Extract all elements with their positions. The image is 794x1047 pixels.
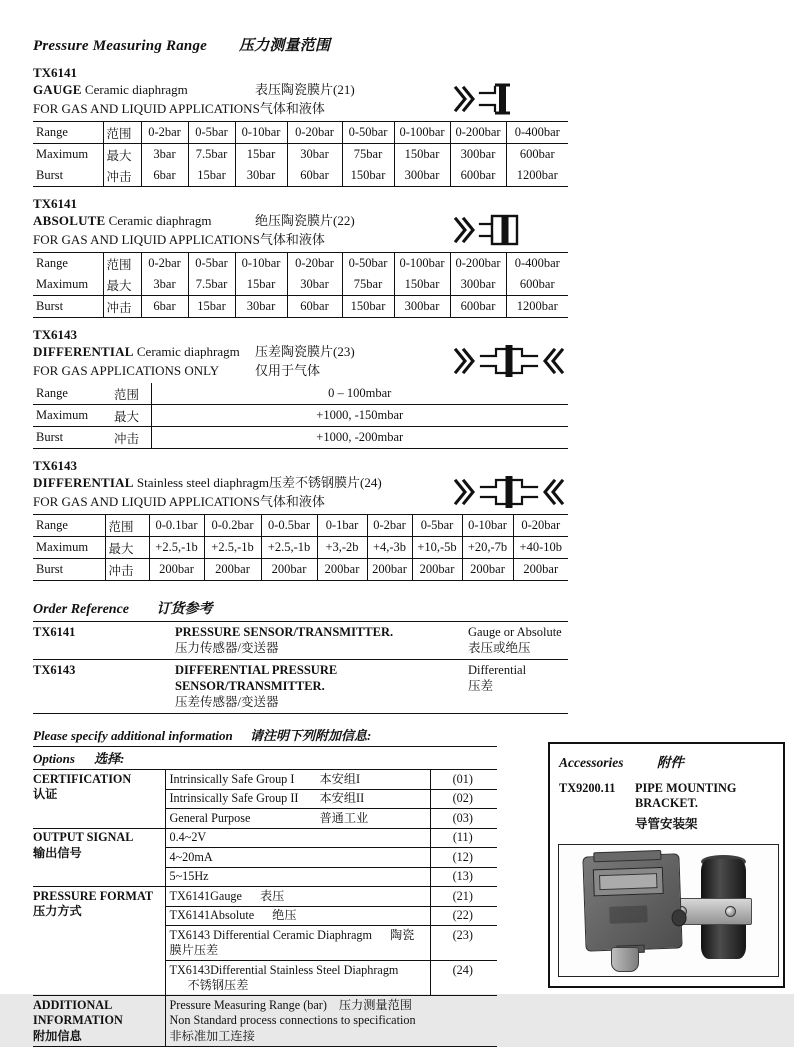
specify-title-zh: 请注明下列附加信息: bbox=[249, 728, 372, 743]
accessory-description-en: PIPE MOUNTING BRACKET. bbox=[635, 781, 737, 810]
row-label-en: Maximum bbox=[33, 405, 111, 427]
value-cell: 0-0.2bar bbox=[204, 515, 261, 537]
order-description-zh: 压力传感器/变送器 bbox=[175, 641, 279, 655]
option-description-line bbox=[170, 1029, 494, 1045]
order-description-zh: 压差传感器/变送器 bbox=[175, 695, 279, 709]
accessory-model: TX9200.11 bbox=[559, 781, 616, 795]
section-model: TX6143 bbox=[33, 458, 78, 473]
value-cell: 300bar bbox=[450, 274, 506, 296]
value-cell: 6bar bbox=[141, 296, 188, 318]
option-category-en: OUTPUT SIGNAL bbox=[33, 830, 134, 844]
section-type-line bbox=[33, 80, 768, 100]
value-cell: 0-200bar bbox=[450, 253, 506, 275]
order-reference-title-zh: 订货参考 bbox=[156, 602, 213, 617]
maximum-row bbox=[33, 405, 568, 427]
value-cell: +40-10b bbox=[513, 537, 568, 559]
value-cell: +3,-2b bbox=[317, 537, 367, 559]
option-description bbox=[165, 996, 497, 1047]
burst-row bbox=[33, 559, 568, 581]
pressure-section-tx6143-2 bbox=[33, 327, 768, 449]
section-application-line bbox=[33, 100, 768, 118]
section-application-en: FOR GAS AND LIQUID APPLICATIONS bbox=[33, 101, 260, 116]
value-cell: 0-0.5bar bbox=[261, 515, 317, 537]
section-model: TX6143 bbox=[33, 327, 78, 342]
section-application-zh: 气体和液体 bbox=[259, 494, 325, 509]
value-cell: 3bar bbox=[141, 144, 188, 166]
pressure-range-table bbox=[33, 383, 568, 449]
value-cell: 0 – 100mbar bbox=[151, 383, 568, 405]
option-description-en: 0.4~2V bbox=[169, 830, 207, 844]
option-description-en: General Purpose bbox=[169, 810, 251, 825]
option-description-line bbox=[170, 1013, 494, 1029]
maximum-row bbox=[33, 274, 568, 296]
value-cell: 0-400bar bbox=[506, 122, 568, 144]
value-cell: 300bar bbox=[450, 144, 506, 166]
value-cell: 30bar bbox=[235, 165, 287, 187]
section-application-line bbox=[33, 231, 768, 249]
value-cell: 60bar bbox=[287, 296, 342, 318]
order-reference-rows bbox=[33, 622, 568, 714]
page-title bbox=[33, 34, 794, 55]
section-application-en: FOR GAS APPLICATIONS ONLY bbox=[33, 363, 220, 378]
value-cell: 75bar bbox=[342, 274, 394, 296]
option-description-zh: 普通工业 bbox=[319, 810, 369, 825]
option-code: (21) bbox=[430, 887, 497, 907]
value-cell: 0-50bar bbox=[342, 253, 394, 275]
specify-additional-title bbox=[33, 725, 497, 747]
value-cell: 200bar bbox=[412, 559, 462, 581]
value-cell: 15bar bbox=[235, 144, 287, 166]
range-row bbox=[33, 515, 568, 537]
option-description-en: Pressure Measuring Range (bar) bbox=[169, 997, 327, 1012]
section-type-zh: 压差不锈钢膜片(24) bbox=[269, 475, 382, 490]
value-cell: 0-0.1bar bbox=[149, 515, 204, 537]
option-description-en: Intrinsically Safe Group I bbox=[169, 771, 295, 786]
accessories-box bbox=[548, 742, 785, 988]
option-description-en: 5~15Hz bbox=[169, 869, 209, 883]
option-description-line bbox=[170, 998, 494, 1014]
value-cell: 0-400bar bbox=[506, 253, 568, 275]
option-description-zh: 表压 bbox=[259, 888, 285, 903]
row-label-en: Burst bbox=[33, 296, 103, 318]
value-cell: 600bar bbox=[506, 274, 568, 296]
value-cell: 7.5bar bbox=[188, 144, 235, 166]
transmitter-label bbox=[609, 905, 648, 923]
order-description-en: DIFFERENTIAL PRESSURE SENSOR/TRANSMITTER. bbox=[175, 663, 338, 693]
value-cell: +1000, -150mbar bbox=[151, 405, 568, 427]
row-label-en: Range bbox=[33, 383, 111, 405]
option-description bbox=[165, 906, 430, 926]
value-cell: 0-20bar bbox=[287, 122, 342, 144]
option-category-en: ADDITIONAL INFORMATION bbox=[33, 997, 123, 1027]
section-application-zh: 气体和液体 bbox=[259, 101, 325, 116]
option-description-zh: 绝压 bbox=[272, 908, 297, 922]
option-code: (03) bbox=[430, 809, 497, 829]
option-category bbox=[33, 996, 165, 1047]
value-cell: 150bar bbox=[394, 144, 450, 166]
range-row bbox=[33, 253, 568, 275]
maximum-row bbox=[33, 537, 568, 559]
section-type-line bbox=[33, 211, 768, 231]
accessories-title bbox=[559, 751, 774, 771]
option-category-en: CERTIFICATION bbox=[33, 771, 132, 786]
accessory-item bbox=[559, 781, 774, 832]
value-cell: 200bar bbox=[462, 559, 513, 581]
row-label-zh: 最大 bbox=[105, 537, 149, 559]
option-code: (23) bbox=[430, 926, 497, 961]
value-cell: 1200bar bbox=[506, 165, 568, 187]
pressure-section-tx6143-3 bbox=[33, 458, 768, 581]
value-cell: 30bar bbox=[235, 296, 287, 318]
page-title-zh: 压力测量范围 bbox=[238, 38, 331, 54]
section-type-en: GAUGE Ceramic diaphragm bbox=[33, 82, 188, 97]
accessories-title-en: Accessories bbox=[559, 755, 624, 770]
value-cell: 0-20bar bbox=[287, 253, 342, 275]
option-description-en: TX6143Differential Stainless Steel Diaphragm bbox=[169, 962, 399, 977]
value-cell: 300bar bbox=[394, 165, 450, 187]
value-cell: 3bar bbox=[141, 274, 188, 296]
order-type-en: Differential bbox=[468, 663, 527, 677]
cable-gland bbox=[611, 947, 639, 972]
pressure-range-table bbox=[33, 252, 568, 318]
value-cell: +4,-3b bbox=[367, 537, 412, 559]
order-type-en: Gauge or Absolute bbox=[468, 625, 562, 639]
section-type-line bbox=[33, 473, 768, 493]
value-cell: 0-5bar bbox=[188, 122, 235, 144]
row-label-zh: 范围 bbox=[103, 122, 141, 144]
section-model: TX6141 bbox=[33, 65, 78, 80]
value-cell: 0-10bar bbox=[235, 253, 287, 275]
accessory-description bbox=[635, 781, 753, 832]
value-cell: 30bar bbox=[287, 144, 342, 166]
value-cell: 0-2bar bbox=[141, 253, 188, 275]
option-row bbox=[33, 770, 497, 789]
option-description bbox=[165, 770, 430, 789]
value-cell: 0-5bar bbox=[188, 253, 235, 275]
value-cell: 600bar bbox=[506, 144, 568, 166]
value-cell: +2.5,-1b bbox=[149, 537, 204, 559]
order-description bbox=[175, 624, 468, 656]
option-code: (12) bbox=[430, 848, 497, 868]
value-cell: 0-5bar bbox=[412, 515, 462, 537]
option-code: (02) bbox=[430, 789, 497, 809]
row-label-en: Range bbox=[33, 253, 103, 275]
order-type-zh: 表压或绝压 bbox=[468, 641, 531, 655]
value-cell: 1200bar bbox=[506, 296, 568, 318]
option-description bbox=[165, 926, 430, 961]
option-description bbox=[165, 828, 430, 848]
row-label-en: Range bbox=[33, 122, 103, 144]
value-cell: +20,-7b bbox=[462, 537, 513, 559]
section-application-en: FOR GAS AND LIQUID APPLICATIONS bbox=[33, 232, 260, 247]
option-description-zh: 本安组I bbox=[319, 771, 361, 786]
section-type-en: DIFFERENTIAL Ceramic diaphragm bbox=[33, 344, 240, 359]
range-row bbox=[33, 122, 568, 144]
transmitter-display bbox=[593, 867, 664, 896]
burst-row bbox=[33, 296, 568, 318]
value-cell: 200bar bbox=[367, 559, 412, 581]
order-reference-title-en: Order Reference bbox=[33, 602, 130, 617]
section-type-zh: 表压陶瓷膜片(21) bbox=[255, 82, 355, 97]
option-description-zh: 非标准加工连接 bbox=[169, 1028, 255, 1043]
burst-row bbox=[33, 165, 568, 187]
section-type-keyword: DIFFERENTIAL bbox=[33, 475, 134, 490]
pressure-range-table bbox=[33, 514, 568, 581]
pressure-section-tx6141-0 bbox=[33, 65, 768, 187]
specify-title-en: Please specify additional information bbox=[33, 728, 233, 743]
value-cell: 7.5bar bbox=[188, 274, 235, 296]
accessories-title-zh: 附件 bbox=[656, 755, 684, 770]
option-category-zh: 认证 bbox=[33, 787, 58, 801]
row-label-en: Range bbox=[33, 515, 105, 537]
section-application-en: FOR GAS AND LIQUID APPLICATIONS bbox=[33, 494, 260, 509]
row-label-zh: 冲击 bbox=[111, 427, 151, 449]
option-code: (24) bbox=[430, 961, 497, 996]
option-description-en: Non Standard process connections to specification bbox=[169, 1013, 416, 1027]
value-cell: 0-50bar bbox=[342, 122, 394, 144]
value-cell: 75bar bbox=[342, 144, 394, 166]
value-cell: 60bar bbox=[287, 165, 342, 187]
value-cell: 6bar bbox=[141, 165, 188, 187]
row-label-en: Maximum bbox=[33, 274, 103, 296]
value-cell: 0-2bar bbox=[141, 122, 188, 144]
option-description-zh: 不锈钢压差 bbox=[187, 978, 249, 992]
absolute-diaphragm-icon bbox=[453, 212, 523, 253]
value-cell: 200bar bbox=[513, 559, 568, 581]
option-description-en: TX6141Gauge bbox=[169, 888, 242, 903]
order-description-en: PRESSURE SENSOR/TRANSMITTER. bbox=[175, 625, 394, 639]
option-code: (13) bbox=[430, 867, 497, 887]
option-category-en: PRESSURE FORMAT bbox=[33, 888, 153, 903]
transmitter-top-cap bbox=[593, 850, 661, 862]
range-row bbox=[33, 383, 568, 405]
options-title-zh: 选择: bbox=[94, 751, 125, 766]
section-type-zh: 绝压陶瓷膜片(22) bbox=[255, 213, 355, 228]
option-row bbox=[33, 828, 497, 848]
section-type-line bbox=[33, 342, 768, 362]
section-type-keyword: GAUGE bbox=[33, 82, 82, 97]
option-description bbox=[165, 961, 430, 996]
page-title-en: Pressure Measuring Range bbox=[33, 38, 207, 54]
burst-row bbox=[33, 427, 568, 449]
value-cell: 300bar bbox=[394, 296, 450, 318]
value-cell: 15bar bbox=[188, 296, 235, 318]
option-description-zh: 本安组II bbox=[319, 791, 365, 805]
section-application-zh: 气体和液体 bbox=[259, 232, 325, 247]
order-type-zh: 压差 bbox=[468, 679, 494, 693]
row-label-zh: 最大 bbox=[103, 274, 141, 296]
value-cell: 0-20bar bbox=[513, 515, 568, 537]
value-cell: 200bar bbox=[261, 559, 317, 581]
options-table bbox=[33, 770, 497, 1047]
order-reference-row bbox=[33, 622, 568, 660]
value-cell: 0-100bar bbox=[394, 253, 450, 275]
order-reference-title bbox=[33, 598, 568, 622]
option-row bbox=[33, 996, 497, 1047]
order-model: TX6141 bbox=[33, 625, 76, 639]
value-cell: +2.5,-1b bbox=[204, 537, 261, 559]
section-application-line bbox=[33, 362, 768, 380]
option-description bbox=[165, 867, 430, 887]
row-label-zh: 范围 bbox=[111, 383, 151, 405]
section-type-en: DIFFERENTIAL Stainless steel diaphragm bbox=[33, 475, 270, 490]
maximum-row bbox=[33, 144, 568, 166]
order-type bbox=[468, 662, 568, 710]
gauge-diaphragm-icon bbox=[453, 81, 517, 122]
row-label-en: Maximum bbox=[33, 537, 105, 559]
row-label-zh: 冲击 bbox=[103, 296, 141, 318]
value-cell: 200bar bbox=[204, 559, 261, 581]
pressure-range-table bbox=[33, 121, 568, 187]
option-description-en: Intrinsically Safe Group II bbox=[169, 791, 299, 805]
option-description-en: TX6143 Differential Ceramic Diaphragm bbox=[169, 927, 372, 942]
order-reference bbox=[33, 598, 568, 714]
option-description-en: 4~20mA bbox=[169, 849, 213, 864]
option-description-zh: 陶瓷膜片压差 bbox=[169, 927, 415, 957]
option-code: (11) bbox=[430, 828, 497, 848]
options-title-en: Options bbox=[33, 751, 75, 766]
option-description bbox=[165, 848, 430, 868]
differential-diaphragm-icon bbox=[453, 343, 565, 384]
option-description bbox=[165, 887, 430, 907]
section-application-zh: 仅用于气体 bbox=[255, 363, 321, 378]
order-model: TX6143 bbox=[33, 663, 76, 677]
pressure-section-tx6141-1 bbox=[33, 196, 768, 318]
option-category-zh: 附加信息 bbox=[33, 1028, 82, 1043]
row-label-en: Maximum bbox=[36, 147, 89, 161]
option-category-zh: 压力方式 bbox=[33, 904, 82, 918]
order-description bbox=[175, 662, 468, 710]
row-label-zh: 最大 bbox=[103, 144, 141, 166]
differential-diaphragm-icon bbox=[453, 474, 565, 515]
section-type-keyword: ABSOLUTE bbox=[33, 213, 106, 228]
option-row bbox=[33, 887, 497, 907]
option-description-zh: 压力测量范围 bbox=[338, 997, 412, 1012]
value-cell: 200bar bbox=[149, 559, 204, 581]
value-cell: 0-100bar bbox=[394, 122, 450, 144]
value-cell: 0-1bar bbox=[317, 515, 367, 537]
option-code: (22) bbox=[430, 906, 497, 926]
section-type-zh: 压差陶瓷膜片(23) bbox=[255, 344, 355, 359]
accessory-description-zh: 导管安装架 bbox=[635, 817, 698, 831]
option-description-en: TX6141Absolute bbox=[169, 908, 255, 922]
row-label-zh: 冲击 bbox=[105, 559, 149, 581]
option-category bbox=[33, 828, 165, 887]
option-category bbox=[33, 770, 165, 828]
value-cell: 150bar bbox=[394, 274, 450, 296]
value-cell: +1000, -200mbar bbox=[151, 427, 568, 449]
row-label-zh: 最大 bbox=[111, 405, 151, 427]
value-cell: 15bar bbox=[235, 274, 287, 296]
value-cell: 0-10bar bbox=[462, 515, 513, 537]
section-application-line bbox=[33, 493, 768, 511]
row-label-zh: 范围 bbox=[105, 515, 149, 537]
option-category bbox=[33, 887, 165, 996]
row-label-en: Burst bbox=[33, 165, 103, 187]
value-cell: 15bar bbox=[188, 165, 235, 187]
transmitter-body bbox=[582, 853, 682, 951]
section-type-en: ABSOLUTE Ceramic diaphragm bbox=[33, 213, 212, 228]
option-category-zh: 输出信号 bbox=[33, 845, 82, 860]
row-label-zh: 冲击 bbox=[103, 165, 141, 187]
bracket-screw bbox=[725, 906, 736, 917]
section-model: TX6141 bbox=[33, 196, 78, 211]
value-cell: 200bar bbox=[317, 559, 367, 581]
value-cell: +2.5,-1b bbox=[261, 537, 317, 559]
value-cell: 0-200bar bbox=[450, 122, 506, 144]
order-type bbox=[468, 624, 568, 656]
order-reference-row bbox=[33, 660, 568, 714]
value-cell: 0-10bar bbox=[235, 122, 287, 144]
pressure-sections bbox=[33, 65, 794, 581]
value-cell: 30bar bbox=[287, 274, 342, 296]
options-title bbox=[33, 747, 497, 770]
value-cell: 150bar bbox=[342, 165, 394, 187]
row-label-zh: 范围 bbox=[103, 253, 141, 275]
option-description bbox=[165, 789, 430, 809]
option-description bbox=[165, 809, 430, 829]
value-cell: 600bar bbox=[450, 165, 506, 187]
pipe-mounting-bracket-photo bbox=[558, 844, 779, 977]
value-cell: +10,-5b bbox=[412, 537, 462, 559]
section-type-keyword: DIFFERENTIAL bbox=[33, 344, 134, 359]
value-cell: 0-2bar bbox=[367, 515, 412, 537]
value-cell: 600bar bbox=[450, 296, 506, 318]
value-cell: 150bar bbox=[342, 296, 394, 318]
row-label-en: Burst bbox=[33, 559, 105, 581]
row-label-en: Burst bbox=[33, 427, 111, 449]
option-code: (01) bbox=[430, 770, 497, 789]
